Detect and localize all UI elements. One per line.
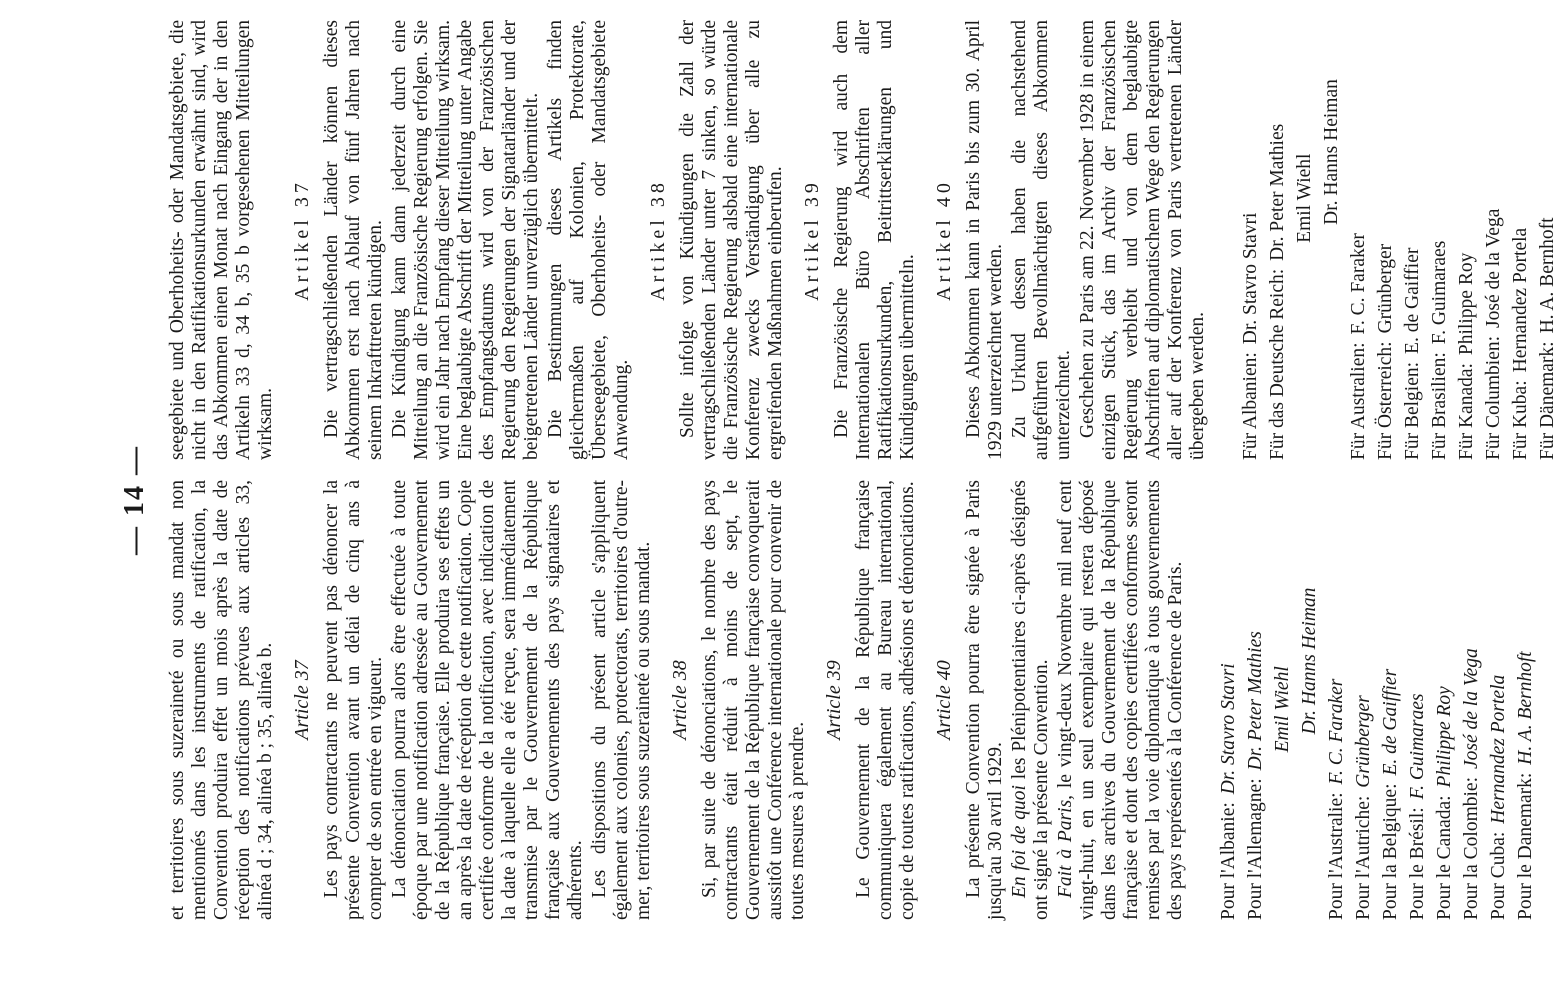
signatory-name: José de la Vega: [1461, 648, 1482, 769]
signatory-row: [1350, 480, 1377, 920]
signatory-names: [1534, 218, 1561, 334]
signatory-country: Für Dänemark:: [1537, 341, 1558, 460]
fr-article-37-title: Article 37: [291, 660, 313, 740]
signatory-names: [1426, 241, 1453, 345]
fr-article-40-p2-lead: En foi de quoi: [1009, 785, 1030, 898]
de-article-40-title: Artikel 40: [933, 179, 955, 301]
signatory-name: Hernandez Portela: [1510, 227, 1531, 373]
french-column: [167, 480, 1539, 920]
fr-intro: et territoires sous suzeraineté ou sous mandat non mentionnés dans les instruments de ratification, la Convention produira effet un mois après la date de réception des notifications prévues aux articles 33, alinéa d ; 34, alinéa b ; 35, alinéa b.: [167, 480, 276, 920]
signatory-name: Grünberger: [1375, 243, 1396, 334]
signatory-row: [1534, 20, 1561, 460]
signatory-names: [1453, 253, 1480, 355]
fr-article-38-title: Article 38: [669, 660, 691, 740]
de-article-37-p2: Die Kündigung kann dann jederzeit durch eine Mitteilung an die Französische Regierung erfolgen. Sie wird ein Jahr nach Empfang dieser Mitteilung wirksam. Eine beglaubigte Abschrift der Mitteilung unter Angabe des Empfangsdatums wird von der Französischen Regierung den Regierungen der Signatarländer und der beigetretenen Länder unverzüglich übermittelt.: [389, 20, 542, 460]
signatory-name: F. C. Faraker: [1326, 678, 1347, 785]
signatory-name: F. C. Faraker: [1348, 233, 1369, 335]
fr-article-37-p1: Les pays contractants ne peuvent pas dénoncer la présente Convention avant un délai de cinq ans à compter de son entrée en vigueur.: [321, 480, 386, 920]
signatory-names: [1345, 233, 1372, 334]
de-article-39-title: Artikel 39: [801, 179, 823, 301]
de-article-37-title: Artikel 37: [291, 179, 313, 301]
signatory-row: [1377, 480, 1404, 920]
fr-article-40-title: Article 40: [933, 660, 955, 740]
signatory-row: [1426, 20, 1453, 460]
signatory-names: [1458, 648, 1485, 769]
signatory-name: F. Guimaraes: [1407, 693, 1428, 800]
signatory-names: [1242, 588, 1323, 771]
signatory-row: [1215, 480, 1242, 920]
fr-article-40-p3-lead: Fait à Paris,: [1055, 794, 1076, 898]
de-article-40-p3: Geschehen zu Paris am 22. November 1928 in einem einzigen Stück, das im Archiv der Französischen Regierung verbleibt und von dem beglaubigte Abschriften auf diplomatischem Wege den Regierungen aller auf der Konferenz von Paris vertretenen Länder übergeben werden.: [1077, 20, 1208, 460]
signatory-country: Für Albanien:: [1240, 352, 1261, 460]
signatory-names: [1485, 675, 1512, 824]
signatory-country: Pour la Colombie:: [1461, 777, 1482, 920]
signatory-country: Pour le Danemark:: [1515, 772, 1536, 920]
signatory-country: Pour l'Australie:: [1326, 792, 1347, 920]
signatory-name: Dr. Hanns Heiman: [1299, 587, 1320, 735]
page-number: — 14 —: [119, 445, 150, 555]
signatory-names: [1350, 695, 1377, 787]
signatory-row: [1323, 480, 1350, 920]
fr-article-39-title: Article 39: [823, 660, 845, 740]
de-signatories: [1237, 20, 1561, 460]
signatory-name: E. de Gaiffier: [1402, 247, 1423, 354]
signatory-name: Philippe Roy: [1456, 252, 1477, 356]
de-article-37-p1: Die vertragschließenden Länder können dieses Abkommen erst nach Ablauf von fünf Jahren nach seinem Inkrafttreten kündigen.: [321, 20, 386, 460]
fr-article-40-p2-text: les Plénipotentiaires ci-après désignés ont signé la présente Convention.: [1009, 480, 1052, 920]
signatory-country: Pour la Belgique:: [1380, 783, 1401, 920]
signatory-country: Pour le Brésil:: [1407, 807, 1428, 920]
signatory-row: [1480, 20, 1507, 460]
de-intro: seegebiete und Oberhoheits- oder Mandatsgebiete, die nicht in den Ratifikationsurkunden erwähnt sind, wird das Abkommen einen Monat nach Eingang der in den Artikeln 33 d, 34 b, 35 b vorgesehenen Mitteilungen wirksam.: [167, 20, 276, 460]
signatory-country: Pour l'Allemagne:: [1245, 778, 1266, 920]
de-article-40-p2: Zu Urkund dessen haben die nachstehend aufgeführten Bevollmächtigten dieses Abkommen unterzeichnet.: [1009, 20, 1074, 460]
signatory-country: Für Brasilien:: [1429, 352, 1450, 460]
signatory-names: [1215, 663, 1242, 794]
signatory-names: [1480, 209, 1507, 328]
de-article-38-p1: Sollte infolge von Kündigungen die Zahl der vertragschließenden Länder unter 7 sinken, so würde die Französische Regierung alsbald eine internationale Konferenz zwecks Verständigung über alle zu ergreifenden Maßnahmen einberufen.: [677, 20, 786, 460]
signatory-row: [1458, 480, 1485, 920]
signatory-row: [1507, 20, 1534, 460]
signatory-name: Emil Wiehl: [1294, 153, 1315, 243]
signatory-row: [1485, 480, 1512, 920]
fr-article-38-p1: Si, par suite de dénonciations, le nombre des pays contractants était réduit à moins de sept, le Gouvernement de la République française convoquerait aussitôt une Conférence internationale pour convenir de toutes mesures à prendre.: [699, 480, 808, 920]
signatory-name: Dr. Stavro Stavri: [1240, 212, 1261, 345]
signatory-row: [1512, 480, 1539, 920]
fr-article-40-p3: [1055, 480, 1187, 920]
fr-article-37-p3: Les dispositions du présent article s'appliquent également aux colonies, protectorats, territoires d'outre-mer, territoires sous suzeraineté ou sous mandat.: [589, 480, 654, 920]
fr-article-40-p2: [1009, 480, 1053, 920]
fr-signatories: [1215, 480, 1539, 920]
signatory-names: [1507, 228, 1534, 373]
signatory-country: Für Österreich:: [1375, 341, 1396, 460]
signatory-names: [1264, 79, 1345, 261]
signatory-name: Emil Wiehl: [1272, 666, 1293, 753]
signatory-name: Dr. Peter Mathies: [1245, 631, 1266, 771]
signatory-row: [1242, 480, 1323, 920]
signatory-name: Dr. Hanns Heiman: [1321, 79, 1342, 225]
signatory-name: F. Guimaraes: [1429, 240, 1450, 345]
german-column: [167, 20, 1561, 460]
signatory-row: [1372, 20, 1399, 460]
signatory-name: E. de Gaiffier: [1380, 668, 1401, 776]
signatory-country: Pour Cuba:: [1488, 831, 1509, 920]
signatory-country: Für Columbien:: [1483, 335, 1504, 460]
de-article-40-p1: Dieses Abkommen kann in Paris bis zum 30. April 1929 unterzeichnet werden.: [963, 20, 1006, 460]
fr-article-40-p1: La présente Convention pourra être signée à Paris jusqu'au 30 avril 1929.: [963, 480, 1006, 920]
signatory-country: Pour le Canada:: [1434, 795, 1455, 920]
signatory-names: [1512, 651, 1539, 764]
signatory-name: Dr. Stavro Stavri: [1218, 663, 1239, 795]
signatory-name: Dr. Peter Mathies: [1267, 123, 1288, 261]
signatory-country: Für das Deutsche Reich:: [1267, 268, 1288, 460]
signatory-name: Philippe Roy: [1434, 686, 1455, 788]
signatory-country: Für Kuba:: [1510, 380, 1531, 460]
signatory-row: [1453, 20, 1480, 460]
digitization-credit: [1408, 6, 1430, 996]
signatory-names: [1237, 213, 1264, 345]
signatory-row: [1264, 20, 1345, 460]
fr-article-37-p2: La dénonciation pourra alors être effectuée à toute époque par une notification adressée au Gouvernement de la République française. Elle produira ses effets un an après la date de réception de cette notification. Copie certifiée conforme de la notification, avec indication de la date à laquelle elle a été reçue, sera immédiatement transmise par le Gouvernement de la République française aux Gouvernements des pays signataires et adhérents.: [389, 480, 586, 920]
signatory-name: H. A. Bernhoft: [1515, 651, 1536, 765]
signatory-names: [1323, 679, 1350, 785]
fr-article-39-p1: Le Gouvernement de la République française communiquera également au Bureau international, copie de toutes ratifications, adhésions et dénonciations.: [853, 480, 918, 920]
signatory-names: [1431, 686, 1458, 787]
signatory-name: Hernandez Portela: [1488, 674, 1509, 824]
signatory-country: Für Kanada:: [1456, 363, 1477, 460]
signatory-name: Grünberger: [1353, 695, 1374, 788]
signatory-row: [1237, 20, 1264, 460]
signatory-names: [1377, 669, 1404, 776]
signatory-country: Pour l'Albanie:: [1218, 802, 1239, 920]
rotated-page: [67, 0, 1558, 1000]
signatory-row: [1431, 480, 1458, 920]
fr-article-40-p3-text: le vingt-deux Novembre mil neuf cent vingt-huit, en un seul exemplaire qui restera déposé dans les archives du Gouvernement de la République française et dont des copies certifiées conformes seront remises par la voie diplomatique à tous gouvernements des pays représentés à la Conférence de Paris.: [1055, 480, 1186, 920]
de-article-38-title: Artikel 38: [647, 179, 669, 301]
signatory-country: Für Belgien:: [1402, 361, 1423, 460]
signatory-name: José de la Vega: [1483, 208, 1504, 328]
signatory-name: H. A. Bernhoft: [1537, 217, 1558, 334]
signatory-row: [1345, 20, 1372, 460]
signatory-names: [1372, 244, 1399, 334]
de-article-39-p1: Die Französische Regierung wird auch dem Internationalen Büro Abschriften aller Ratifikationsurkunden, Beitrittserklärungen und Kündigungen übermitteln.: [831, 20, 918, 460]
de-article-37-p3: Die Bestimmungen dieses Artikels finden gleichermaßen auf Kolonien, Protektorate, Überseegebiete, Oberhoheits- oder Mandatsgebiete Anwendung.: [545, 20, 632, 460]
signatory-country: Pour l'Autriche:: [1353, 795, 1374, 920]
signatory-country: Für Australien:: [1348, 342, 1369, 460]
